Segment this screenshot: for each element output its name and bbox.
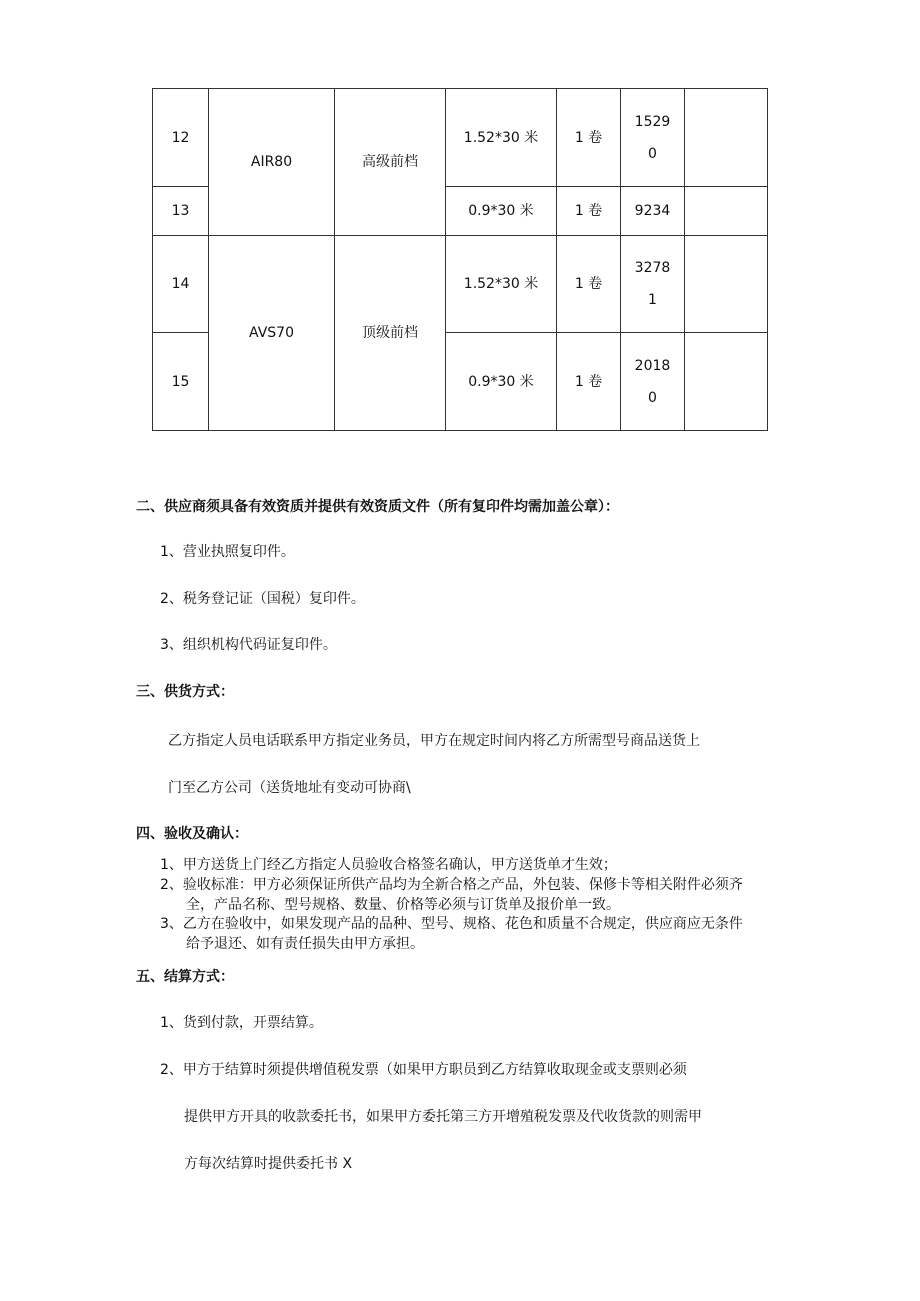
list-item: 3、组织机构代码证复印件。	[160, 637, 337, 653]
row-number: 13	[153, 187, 209, 236]
row-number: 15	[153, 333, 209, 431]
list-item: 1、营业执照复印件。	[160, 544, 295, 560]
qty-cell: 1 卷	[557, 187, 621, 236]
table-row	[153, 89, 768, 187]
qty-cell: 1 卷	[557, 333, 621, 431]
price-line: 0	[648, 389, 657, 406]
section-heading: 二、供应商须具备有效资质并提供有效资质文件（所有复印件均需加盖公章）：	[136, 499, 619, 515]
paragraph-line: 乙方指定人员电话联系甲方指定业务员，甲方在规定时间内将乙方所需型号商品送货上	[168, 733, 700, 749]
row-number: 14	[153, 236, 209, 333]
list-item: 1、甲方送货上门经乙方指定人员验收合格签名确认，甲方送货单才生效；	[160, 857, 617, 873]
model-cell: AVS70	[209, 236, 335, 431]
price-line: 3278	[634, 260, 671, 276]
list-item: 3、乙方在验收中，如果发现产品的品种、型号、规格、花色和质量不合规定，供应商应无条件	[160, 916, 743, 932]
list-item: 1、货到付款，开票结算。	[160, 1015, 323, 1031]
section-heading: 五、结算方式：	[136, 969, 234, 985]
model-cell: AIR80	[209, 89, 335, 236]
list-item-continuation: 提供甲方开具的收款委托书，如果甲方委托第三方开增殖税发票及代收货款的则需甲	[184, 1109, 702, 1125]
remark-cell	[685, 89, 768, 187]
price-line: 0	[648, 145, 657, 162]
section-heading: 三、供货方式：	[136, 684, 234, 700]
list-item-continuation: 方每次结算时提供委托书 X	[184, 1156, 353, 1172]
size-cell: 1.52*30 米	[446, 89, 557, 187]
price-cell	[621, 236, 685, 333]
qty-cell: 1 卷	[557, 236, 621, 333]
list-item: 2、甲方于结算时须提供增值税发票（如果甲方职员到乙方结算收取现金或支票则必须	[160, 1062, 687, 1078]
section-heading: 四、验收及确认：	[136, 826, 248, 842]
size-cell: 0.9*30 米	[446, 333, 557, 431]
list-item: 2、验收标准：甲方必须保证所供产品均为全新合格之产品，外包装、保修卡等相关附件必须齐	[160, 877, 743, 893]
product-table	[152, 88, 768, 431]
grade-cell: 顶级前档	[335, 236, 446, 431]
size-cell: 0.9*30 米	[446, 187, 557, 236]
row-number: 12	[153, 89, 209, 187]
price-line: 2018	[634, 357, 671, 374]
qty-cell: 1 卷	[557, 89, 621, 187]
price-line: 1529	[634, 113, 671, 130]
paragraph-line: 门至乙方公司（送货地址有变动可协商\	[168, 780, 411, 796]
remark-cell	[685, 333, 768, 431]
list-item-continuation: 给予退还、如有责任损失由甲方承担。	[186, 936, 424, 952]
price-cell	[621, 89, 685, 187]
grade-cell: 高级前档	[335, 89, 446, 236]
size-cell: 1.52*30 米	[446, 236, 557, 333]
list-item: 2、税务登记证（国税）复印件。	[160, 591, 365, 607]
list-item-continuation: 全，产品名称、型号规格、数量、价格等必须与订货单及报价单一致。	[186, 897, 620, 913]
price-line: 1	[648, 292, 657, 308]
remark-cell	[685, 187, 768, 236]
table-row	[153, 236, 768, 333]
price-cell: 9234	[621, 187, 685, 236]
price-cell	[621, 333, 685, 431]
remark-cell	[685, 236, 768, 333]
